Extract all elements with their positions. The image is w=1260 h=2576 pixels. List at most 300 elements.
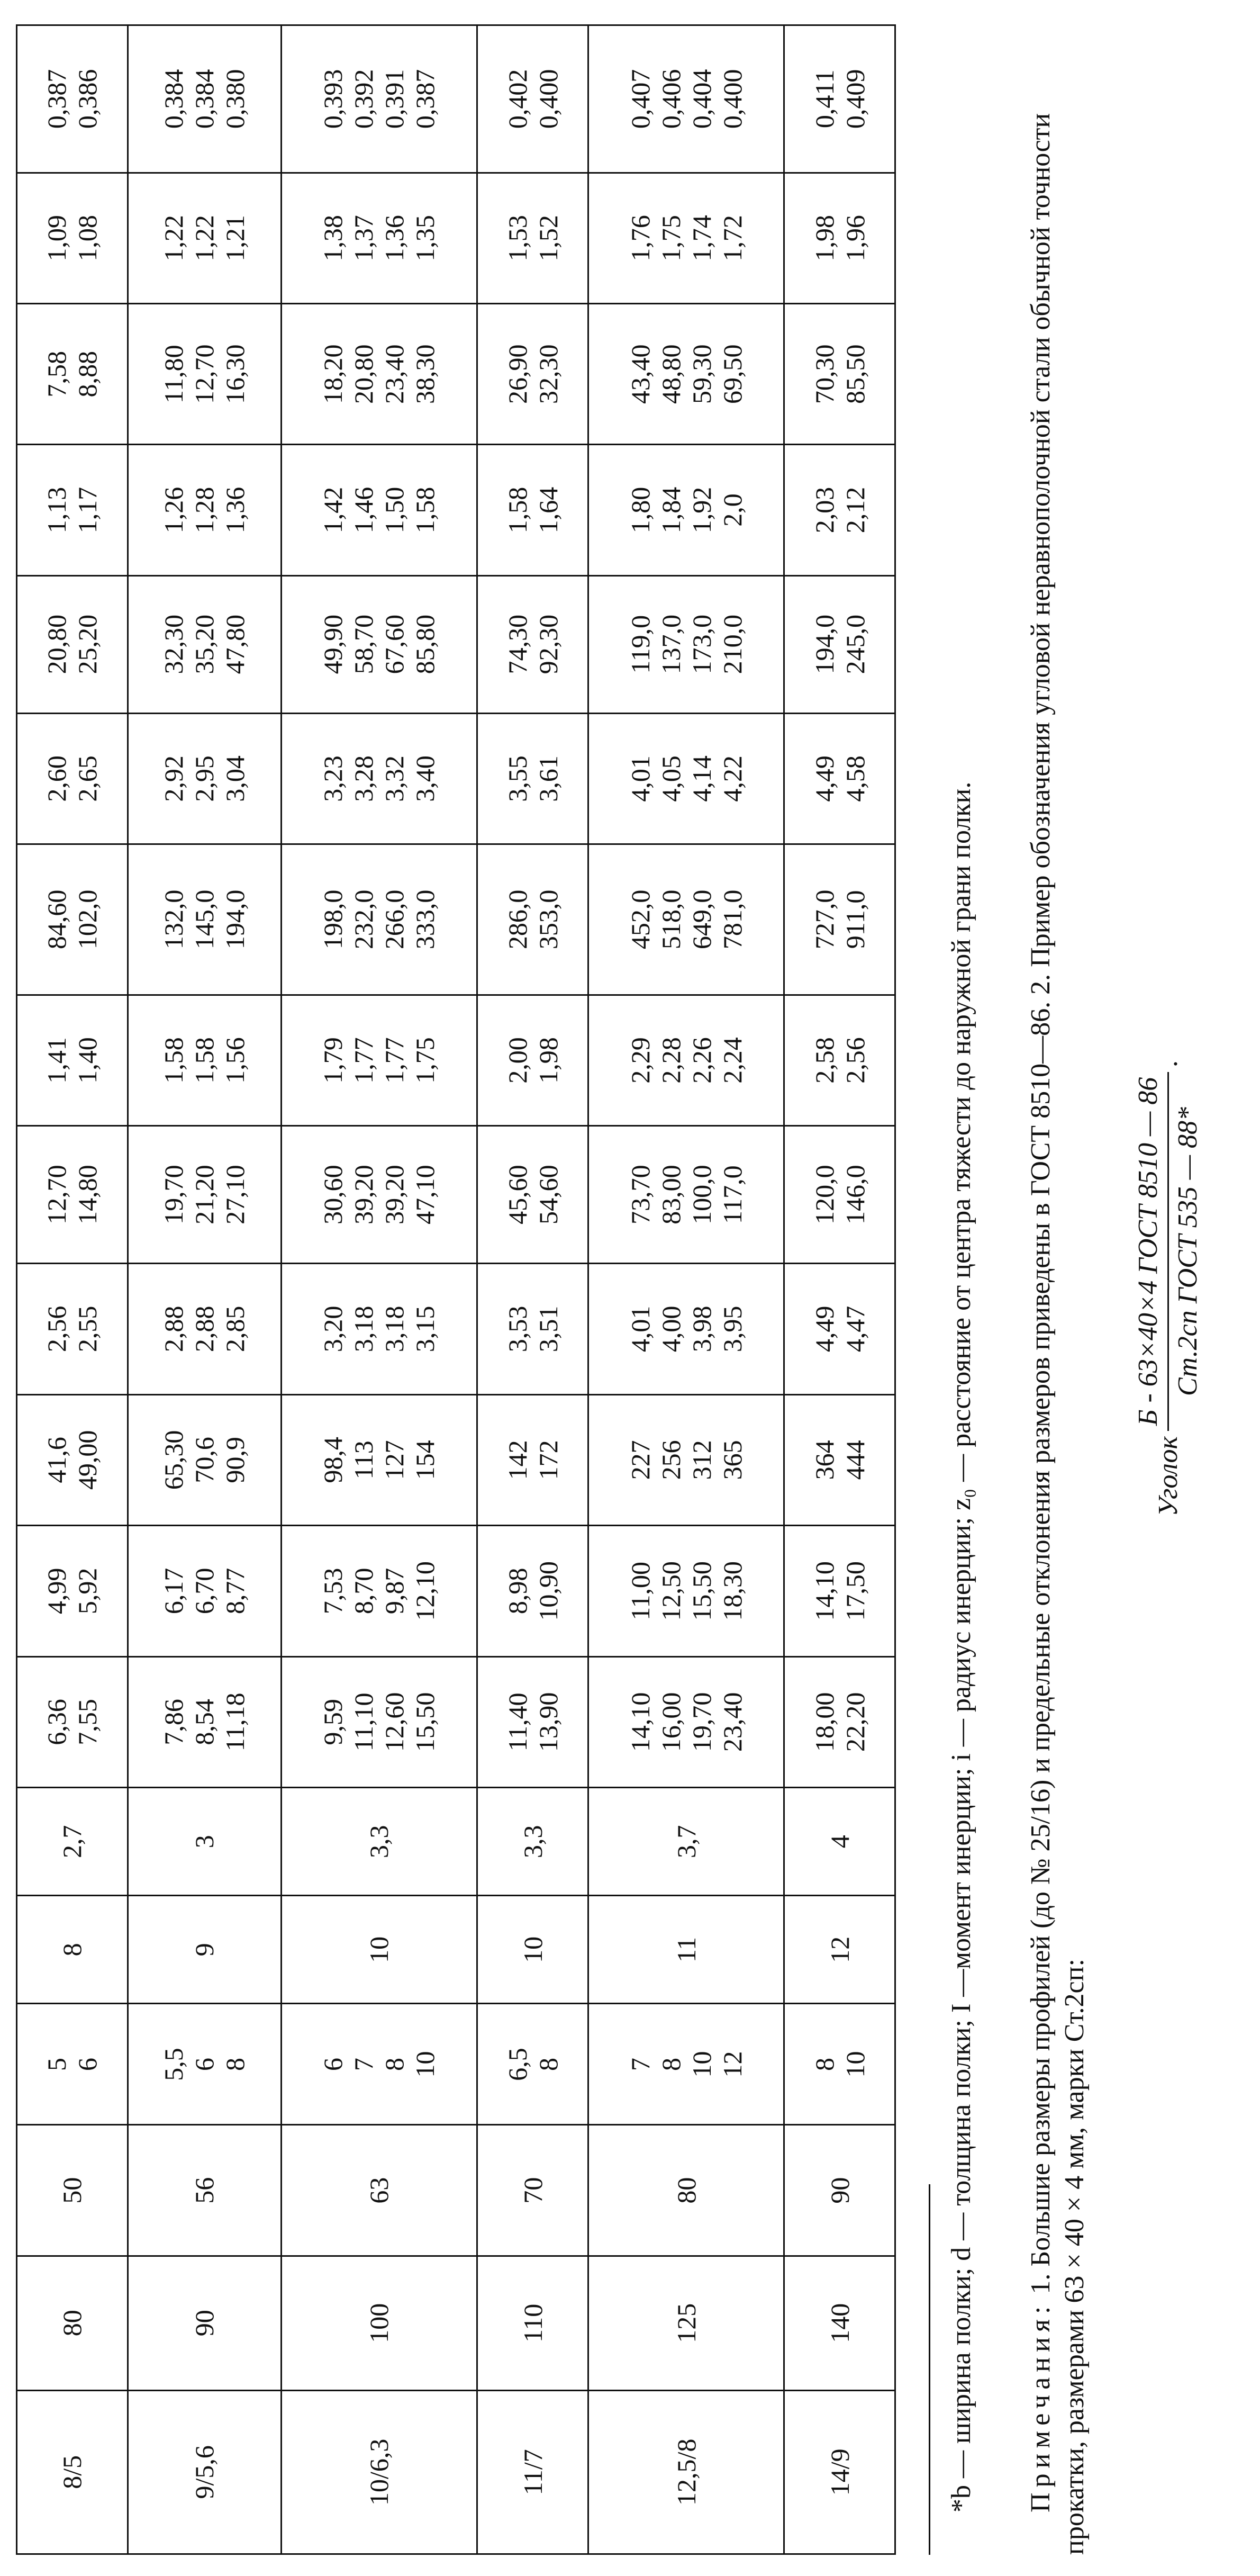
cell-value: 6 <box>189 2057 220 2071</box>
cell-value: 0,392 <box>349 69 379 129</box>
data-column-cell <box>281 1126 477 1264</box>
cell-value: 7,86 <box>159 1699 189 1745</box>
data-column-cell <box>588 995 784 1126</box>
cell-value: 4,01 <box>625 1305 655 1353</box>
width-b-cell: 56 <box>128 2125 281 2256</box>
cell-value: 8 <box>220 2057 250 2071</box>
cell-value: 7,55 <box>72 1699 103 1745</box>
cell-value: 194,0 <box>220 889 250 950</box>
table-row <box>281 25 477 2554</box>
cell-value: 2,88 <box>189 1305 220 1353</box>
data-column-cell <box>588 1656 784 1788</box>
cell-value: 0,386 <box>72 69 103 129</box>
cell-value: 2,60 <box>42 755 72 802</box>
profile-number-cell: 14/9 <box>784 2390 895 2554</box>
data-column-cell <box>128 575 281 713</box>
footnote <box>945 24 978 2555</box>
data-column-cell <box>477 713 588 844</box>
cell-value: 84,60 <box>42 889 72 950</box>
radius-r-cell: 3 <box>128 1788 281 1896</box>
cell-value: 119,0 <box>625 615 655 674</box>
cell-value: 20,80 <box>349 344 379 404</box>
data-column-cell <box>128 173 281 304</box>
radius-R-cell: 8 <box>17 1896 128 2004</box>
data-column-cell <box>784 1394 895 1526</box>
cell-value: 3,20 <box>318 1305 348 1353</box>
cell-value: 4,99 <box>42 1568 72 1615</box>
cell-value: 353,0 <box>533 889 563 950</box>
cell-value: 4,49 <box>809 1305 839 1353</box>
cell-value: 1,21 <box>220 215 250 262</box>
data-column-cell <box>17 575 128 713</box>
cell-value: 1,36 <box>379 215 410 262</box>
cell-value: 3,61 <box>533 755 563 802</box>
cell-value: 49,90 <box>318 614 348 674</box>
data-column-cell <box>588 844 784 995</box>
data-column-cell <box>17 995 128 1126</box>
data-column-cell <box>588 1526 784 1657</box>
cell-value: 2,56 <box>840 1037 870 1084</box>
cell-value: 1,53 <box>502 215 532 262</box>
thickness-d-cell <box>17 2004 128 2125</box>
table-row <box>128 25 281 2554</box>
angle-profile-table <box>16 24 896 2555</box>
cell-value: 173,0 <box>686 614 717 674</box>
data-column-cell <box>17 25 128 173</box>
cell-value: 70,30 <box>809 344 839 404</box>
cell-value: 8 <box>379 2057 410 2071</box>
cell-value: 54,60 <box>533 1165 563 1224</box>
cell-value: 2,88 <box>159 1305 189 1353</box>
cell-value: 48,80 <box>656 344 686 404</box>
cell-value: 312 <box>686 1440 717 1480</box>
cell-value: 227 <box>625 1440 655 1480</box>
radius-r-cell: 4 <box>784 1788 895 1896</box>
cell-value: 0,387 <box>42 69 72 129</box>
data-column-cell <box>128 1264 281 1395</box>
cell-value: 41,6 <box>42 1437 72 1483</box>
data-column-cell <box>281 1526 477 1657</box>
cell-value: 194,0 <box>809 614 839 674</box>
cell-value: 12,70 <box>42 1165 72 1224</box>
footnote-divider <box>929 2184 930 2555</box>
data-column-cell <box>477 844 588 995</box>
cell-value: 127 <box>379 1440 410 1480</box>
cell-value: 2,24 <box>717 1037 747 1084</box>
cell-value: 47,10 <box>410 1165 440 1224</box>
cell-value: 4,00 <box>656 1305 686 1353</box>
data-column-cell <box>17 844 128 995</box>
data-column-cell <box>784 1526 895 1657</box>
cell-value: 198,0 <box>318 889 348 950</box>
cell-value: 1,13 <box>42 487 72 534</box>
cell-value: 21,20 <box>189 1165 220 1224</box>
cell-value: 19,70 <box>686 1692 717 1752</box>
cell-value: 1,56 <box>220 1037 250 1084</box>
data-column-cell <box>281 995 477 1126</box>
cell-value: 2,0 <box>717 493 747 527</box>
radius-R-cell: 11 <box>588 1896 784 2004</box>
cell-value: 2,03 <box>809 487 839 534</box>
cell-value: 12 <box>717 2051 747 2078</box>
thickness-d-cell <box>588 2004 784 2125</box>
cell-value: 3,18 <box>349 1305 379 1353</box>
cell-value: 6,17 <box>159 1568 189 1615</box>
cell-value: 256 <box>656 1440 686 1480</box>
cell-value: 518,0 <box>656 889 686 950</box>
cell-value: 3,95 <box>717 1305 747 1353</box>
cell-value: 6 <box>72 2057 103 2071</box>
cell-value: 1,46 <box>349 487 379 534</box>
radius-R-cell: 10 <box>477 1896 588 2004</box>
cell-value: 210,0 <box>717 614 747 674</box>
cell-value: 1,36 <box>220 487 250 534</box>
cell-value: 3,04 <box>220 755 250 802</box>
cell-value: 4,58 <box>840 755 870 802</box>
cell-value: 286,0 <box>502 889 532 950</box>
cell-value: 14,10 <box>809 1561 839 1621</box>
cell-value: 132,0 <box>159 889 189 950</box>
cell-value: 32,30 <box>533 344 563 404</box>
cell-value: 3,18 <box>379 1305 410 1353</box>
data-column-cell <box>128 1394 281 1526</box>
cell-value: 1,98 <box>809 215 839 262</box>
cell-value: 10 <box>840 2051 870 2078</box>
cell-value: 85,80 <box>410 614 440 674</box>
cell-value: 2,55 <box>72 1305 103 1353</box>
width-B-cell: 80 <box>17 2256 128 2390</box>
width-B-cell: 90 <box>128 2256 281 2390</box>
data-column-cell <box>128 995 281 1126</box>
cell-value: 3,32 <box>379 755 410 802</box>
cell-value: 4,01 <box>625 755 655 802</box>
cell-value: 70,6 <box>189 1437 220 1483</box>
data-column-cell <box>128 445 281 576</box>
cell-value: 3,40 <box>410 755 440 802</box>
cell-value: 245,0 <box>840 614 870 674</box>
cell-value: 1,58 <box>410 487 440 534</box>
data-column-cell <box>784 575 895 713</box>
cell-value: 1,22 <box>159 215 189 262</box>
thickness-d-cell <box>477 2004 588 2125</box>
data-column-cell <box>784 995 895 1126</box>
cell-value: 22,20 <box>840 1692 870 1752</box>
footnote-mark: * <box>946 2499 976 2512</box>
data-column-cell <box>128 713 281 844</box>
notes-text: 1. Большие размеры профилей (до № 25/16) и предельные отклонения размеров приведены в ГОСТ 8510—86. 2. Пример обозначения угловой неравнополочной стали обычной точности прокатки, размерами 63 × 40 × 4 мм, марки Ст.2сп: <box>1026 113 1090 2555</box>
cell-value: 727,0 <box>809 889 839 950</box>
cell-value: 113 <box>349 1440 379 1480</box>
designation-denominator: Ст.2сп ГОСТ 535 — 88* <box>1173 1107 1203 1396</box>
cell-value: 1,50 <box>379 487 410 534</box>
data-column-cell <box>588 304 784 445</box>
data-column-cell <box>588 173 784 304</box>
profile-number-cell: 10/6,3 <box>281 2390 477 2554</box>
cell-value: 26,90 <box>502 344 532 404</box>
cell-value: 8,70 <box>349 1568 379 1615</box>
cell-value: 39,20 <box>349 1165 379 1224</box>
cell-value: 15,50 <box>410 1692 440 1752</box>
cell-value: 444 <box>840 1440 870 1480</box>
radius-R-cell: 10 <box>281 1896 477 2004</box>
cell-value: 18,30 <box>717 1561 747 1621</box>
cell-value: 1,77 <box>349 1037 379 1084</box>
cell-value: 2,58 <box>809 1037 839 1084</box>
cell-value: 11,40 <box>502 1692 532 1752</box>
data-column-cell <box>477 445 588 576</box>
designation-example <box>1132 0 1204 2576</box>
cell-value: 0,384 <box>189 69 220 129</box>
data-column-cell <box>784 844 895 995</box>
cell-value: 18,00 <box>809 1692 839 1752</box>
cell-value: 1,09 <box>42 215 72 262</box>
cell-value: 6 <box>318 2057 348 2071</box>
cell-value: 781,0 <box>717 889 747 950</box>
cell-value: 23,40 <box>717 1692 747 1752</box>
cell-value: 3,98 <box>686 1305 717 1353</box>
data-column-cell <box>281 575 477 713</box>
cell-value: 11,80 <box>159 345 189 404</box>
cell-value: 2,00 <box>502 1037 532 1084</box>
cell-value: 45,60 <box>502 1165 532 1224</box>
cell-value: 11,18 <box>220 1692 250 1752</box>
cell-value: 1,22 <box>189 215 220 262</box>
profile-number-cell: 12,5/8 <box>588 2390 784 2554</box>
cell-value: 0,400 <box>533 69 563 129</box>
profile-number-cell: 11/7 <box>477 2390 588 2554</box>
cell-value: 120,0 <box>809 1165 839 1224</box>
cell-value: 25,20 <box>72 614 103 674</box>
cell-value: 1,52 <box>533 215 563 262</box>
data-column-cell <box>128 1656 281 1788</box>
data-column-cell <box>17 173 128 304</box>
cell-value: 20,80 <box>42 614 72 674</box>
cell-value: 2,56 <box>42 1305 72 1353</box>
cell-value: 11,10 <box>349 1692 379 1752</box>
cell-value: 2,28 <box>656 1037 686 1084</box>
cell-value: 100,0 <box>686 1165 717 1224</box>
cell-value: 452,0 <box>625 889 655 950</box>
cell-value: 142 <box>502 1440 532 1480</box>
data-column-cell <box>477 1264 588 1395</box>
cell-value: 19,70 <box>159 1165 189 1224</box>
cell-value: 14,80 <box>72 1165 103 1224</box>
cell-value: 1,58 <box>502 487 532 534</box>
data-column-cell <box>17 1526 128 1657</box>
cell-value: 6,70 <box>189 1568 220 1615</box>
cell-value: 7,53 <box>318 1568 348 1615</box>
cell-value: 1,28 <box>189 487 220 534</box>
cell-value: 4,14 <box>686 755 717 802</box>
cell-value: 3,55 <box>502 755 532 802</box>
data-column-cell <box>784 25 895 173</box>
cell-value: 85,50 <box>840 344 870 404</box>
cell-value: 2,12 <box>840 487 870 534</box>
cell-value: 1,08 <box>72 215 103 262</box>
notes-paragraph <box>1024 24 1092 2555</box>
cell-value: 7 <box>625 2057 655 2071</box>
cell-value: 12,60 <box>379 1692 410 1752</box>
cell-value: 83,00 <box>656 1165 686 1224</box>
data-column-cell <box>477 575 588 713</box>
cell-value: 16,30 <box>220 344 250 404</box>
data-column-cell <box>784 173 895 304</box>
radius-r-cell: 3,7 <box>588 1788 784 1896</box>
cell-value: 10 <box>410 2051 440 2078</box>
cell-value: 2,92 <box>159 755 189 802</box>
cell-value: 1,79 <box>318 1037 348 1084</box>
cell-value: 18,20 <box>318 344 348 404</box>
thickness-d-cell <box>128 2004 281 2125</box>
cell-value: 12,50 <box>656 1561 686 1621</box>
designation-suffix: . <box>1153 1059 1183 1067</box>
cell-value: 9,87 <box>379 1568 410 1615</box>
footnote-text: b — ширина полки; d — толщина полки; I —момент инерции; i — радиус инерции; z₀ — расстояние от центра тяжести до наружной грани полки. <box>946 781 976 2499</box>
data-column-cell <box>588 1126 784 1264</box>
cell-value: 12,10 <box>410 1561 440 1621</box>
cell-value: 365 <box>717 1440 747 1480</box>
table-row <box>17 25 128 2554</box>
cell-value: 8 <box>533 2057 563 2071</box>
cell-value: 8,54 <box>189 1699 220 1745</box>
data-column-cell <box>281 1264 477 1395</box>
data-column-cell <box>128 844 281 995</box>
width-b-cell: 90 <box>784 2125 895 2256</box>
cell-value: 1,74 <box>686 215 717 262</box>
data-column-cell <box>281 1394 477 1526</box>
cell-value: 0,391 <box>379 69 410 129</box>
radius-r-cell: 3,3 <box>281 1788 477 1896</box>
cell-value: 3,23 <box>318 755 348 802</box>
cell-value: 2,65 <box>72 755 103 802</box>
cell-value: 1,75 <box>656 215 686 262</box>
data-column-cell <box>784 1126 895 1264</box>
cell-value: 1,72 <box>717 215 747 262</box>
cell-value: 4,49 <box>809 755 839 802</box>
cell-value: 154 <box>410 1440 440 1480</box>
data-column-cell <box>588 575 784 713</box>
width-B-cell: 140 <box>784 2256 895 2390</box>
notes-label: Примечания: <box>1026 2301 1056 2512</box>
cell-value: 0,404 <box>686 69 717 129</box>
cell-value: 0,402 <box>502 69 532 129</box>
cell-value: 1,58 <box>159 1037 189 1084</box>
data-column-cell <box>17 1656 128 1788</box>
radius-R-cell: 12 <box>784 1896 895 2004</box>
data-column-cell <box>784 713 895 844</box>
cell-value: 3,51 <box>533 1305 563 1353</box>
data-column-cell <box>17 445 128 576</box>
cell-value: 1,98 <box>533 1037 563 1084</box>
data-column-cell <box>477 25 588 173</box>
cell-value: 74,30 <box>502 614 532 674</box>
data-column-cell <box>128 304 281 445</box>
cell-value: 90,9 <box>220 1437 250 1483</box>
data-column-cell <box>784 304 895 445</box>
cell-value: 911,0 <box>840 890 870 949</box>
data-column-cell <box>281 25 477 173</box>
data-column-cell <box>281 304 477 445</box>
profile-number-cell: 9/5,6 <box>128 2390 281 2554</box>
cell-value: 649,0 <box>686 889 717 950</box>
cell-value: 1,42 <box>318 487 348 534</box>
thickness-d-cell <box>784 2004 895 2125</box>
data-column-cell <box>281 445 477 576</box>
cell-value: 43,40 <box>625 344 655 404</box>
cell-value: 172 <box>533 1440 563 1480</box>
data-column-cell <box>281 173 477 304</box>
data-column-cell <box>17 1394 128 1526</box>
designation-prefix: Уголок <box>1153 1436 1183 1517</box>
data-column-cell <box>281 1656 477 1788</box>
data-column-cell <box>477 1526 588 1657</box>
cell-value: 5,92 <box>72 1568 103 1615</box>
cell-value: 59,30 <box>686 344 717 404</box>
cell-value: 4,05 <box>656 755 686 802</box>
cell-value: 0,384 <box>159 69 189 129</box>
cell-value: 364 <box>809 1440 839 1480</box>
cell-value: 0,409 <box>840 69 870 129</box>
cell-value: 8,88 <box>72 350 103 398</box>
data-column-cell <box>784 445 895 576</box>
cell-value: 2,95 <box>189 755 220 802</box>
cell-value: 5,5 <box>159 2048 189 2081</box>
cell-value: 0,406 <box>656 69 686 129</box>
cell-value: 0,411 <box>809 69 839 129</box>
profile-number-cell: 8/5 <box>17 2390 128 2554</box>
cell-value: 9,59 <box>318 1699 348 1745</box>
data-column-cell <box>784 1264 895 1395</box>
table-row <box>588 25 784 2554</box>
cell-value: 32,30 <box>159 614 189 674</box>
cell-value: 1,37 <box>349 215 379 262</box>
cell-value: 13,90 <box>533 1692 563 1752</box>
cell-value: 117,0 <box>717 1165 747 1224</box>
cell-value: 6,5 <box>502 2048 532 2081</box>
cell-value: 14,10 <box>625 1692 655 1752</box>
width-b-cell: 50 <box>17 2125 128 2256</box>
data-column-cell <box>588 713 784 844</box>
cell-value: 67,60 <box>379 614 410 674</box>
cell-value: 38,30 <box>410 344 440 404</box>
cell-value: 1,80 <box>625 487 655 534</box>
data-column-cell <box>588 1264 784 1395</box>
cell-value: 35,20 <box>189 614 220 674</box>
cell-value: 146,0 <box>840 1165 870 1224</box>
data-column-cell <box>784 1656 895 1788</box>
cell-value: 1,77 <box>379 1037 410 1084</box>
angle-profile-table-wrapper <box>16 24 894 2555</box>
data-column-cell <box>17 713 128 844</box>
cell-value: 102,0 <box>72 889 103 950</box>
data-column-cell <box>281 713 477 844</box>
radius-R-cell: 9 <box>128 1896 281 2004</box>
cell-value: 266,0 <box>379 889 410 950</box>
cell-value: 2,85 <box>220 1305 250 1353</box>
data-column-cell <box>588 25 784 173</box>
cell-value: 1,76 <box>625 215 655 262</box>
cell-value: 2,29 <box>625 1037 655 1084</box>
cell-value: 5 <box>42 2057 72 2071</box>
cell-value: 0,387 <box>410 69 440 129</box>
cell-value: 3,15 <box>410 1305 440 1353</box>
data-column-cell <box>17 1126 128 1264</box>
cell-value: 15,50 <box>686 1561 717 1621</box>
cell-value: 8,77 <box>220 1568 250 1615</box>
width-b-cell: 80 <box>588 2125 784 2256</box>
designation-fraction <box>1132 1072 1204 1431</box>
cell-value: 0,393 <box>318 69 348 129</box>
